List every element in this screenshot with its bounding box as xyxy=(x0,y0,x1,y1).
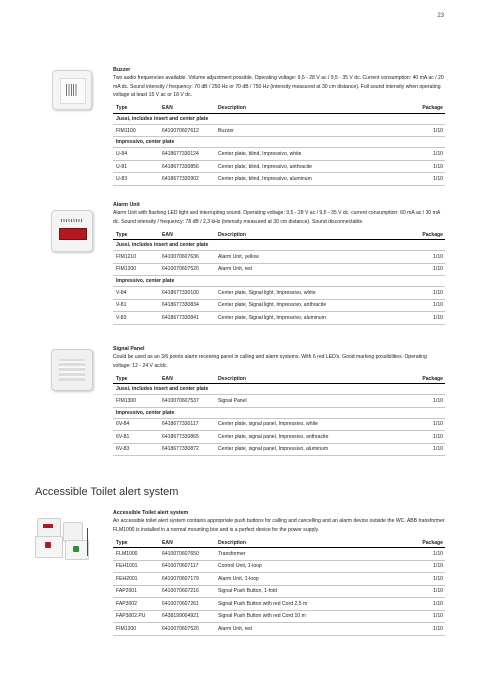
signal-description: Could be used as an 3/6 points alarm receiving panel in calling and alarm systems. With 6 red LED's. Good marking possibilities. Operating voltage: 12 - 24 V ac/dc. xyxy=(113,354,427,369)
signal-panel-image xyxy=(51,349,93,391)
toilet-alert-image xyxy=(35,518,97,558)
table-row xyxy=(113,443,445,456)
col-description: Description xyxy=(215,230,405,240)
group-header-row xyxy=(113,407,445,418)
cell-type: 6V-84 xyxy=(113,418,159,431)
cell-type: FAP3002 xyxy=(113,598,159,611)
col-description: Description xyxy=(215,374,405,384)
table-row xyxy=(113,585,445,598)
cell-type: FIM1200 xyxy=(113,623,159,636)
signal-block xyxy=(113,346,445,456)
cell-ean: 6410070607537 xyxy=(159,395,215,408)
cell-description: Center plate, blind, Impressivo, anthracite xyxy=(215,160,405,173)
cell-type: FLM1000 xyxy=(113,548,159,561)
group-label: Jussi, includes insert and center plate xyxy=(113,384,445,395)
signal-title: Signal Panel xyxy=(113,346,145,352)
cell-description: Center plate, signal panel, Impressivo, anthracite xyxy=(215,431,405,444)
cell-description: Alarm Unit, red xyxy=(215,263,405,276)
col-ean: EAN xyxy=(159,104,215,114)
cell-package: 1/10 xyxy=(405,548,445,561)
toilet-title: Accessible Toilet alert system xyxy=(113,510,189,516)
cell-package: 1/10 xyxy=(405,573,445,586)
cell-ean: 6410070607520 xyxy=(159,263,215,276)
toilet-block xyxy=(113,510,445,636)
cell-type: 6V-81 xyxy=(113,431,159,444)
cell-package: 1/10 xyxy=(405,173,445,186)
group-label: Jussi, includes insert and center plate xyxy=(113,113,445,124)
table-row xyxy=(113,148,445,161)
cell-type: FIM1300 xyxy=(113,395,159,408)
buzzer-block xyxy=(113,67,445,186)
cell-package: 1/10 xyxy=(405,251,445,264)
col-package: Package xyxy=(405,374,445,384)
cell-type: FEH2001 xyxy=(113,573,159,586)
col-type: Type xyxy=(113,538,159,548)
cell-type: V-84 xyxy=(113,287,159,300)
cell-ean: 6418677330834 xyxy=(159,299,215,312)
cell-type: FEH1001 xyxy=(113,560,159,573)
cell-ean: 6418677330902 xyxy=(159,173,215,186)
table-row xyxy=(113,395,445,408)
cell-type: FIM1200 xyxy=(113,263,159,276)
cell-package: 1/10 xyxy=(405,148,445,161)
cell-ean: 6410070607650 xyxy=(159,548,215,561)
group-header-row xyxy=(113,113,445,124)
cell-description: Center plate, Signal light, Impressivo, white xyxy=(215,287,405,300)
alarm-title: Alarm Unit xyxy=(113,202,140,208)
cell-package: 1/10 xyxy=(405,560,445,573)
cell-package: 1/10 xyxy=(405,598,445,611)
cell-description: Signal Push Button with red Cord 2,5 m xyxy=(215,598,405,611)
table-row xyxy=(113,312,445,325)
buzzer-description: Two audio frequencies available. Volume adjustment possible. Operating voltage: 9,5 - 28 V ac / 9,5 - 35 V dc. Current consumption: 40 mA ac / 20 mA dc. Sound intensity / frequency: 70 dB / 250 Hz or 70 dB / 750 Hz (intensity measured at 30 cm distance). Full sound intensity when operating voltage at least 15 V ac or 18 V dc. xyxy=(113,75,444,99)
cell-package: 1/10 xyxy=(405,299,445,312)
cell-ean: 6418677330865 xyxy=(159,431,215,444)
table-row xyxy=(113,548,445,561)
col-package: Package xyxy=(405,230,445,240)
alarm-block xyxy=(113,202,445,325)
cell-type: U-81 xyxy=(113,160,159,173)
cell-description: Transformer xyxy=(215,548,405,561)
cell-ean: 6418677330124 xyxy=(159,148,215,161)
table-row xyxy=(113,623,445,636)
table-row xyxy=(113,610,445,623)
cell-description: Alarm Unit, 1-loop xyxy=(215,573,405,586)
group-header-row xyxy=(113,276,445,287)
alarm-unit-image xyxy=(51,210,93,252)
toilet-table xyxy=(113,538,445,636)
cell-type: FAP2001 xyxy=(113,585,159,598)
col-description: Description xyxy=(215,538,405,548)
cell-ean: 6418677330841 xyxy=(159,312,215,325)
table-row xyxy=(113,573,445,586)
cell-description: Signal Push Button with red Cord 10 m xyxy=(215,610,405,623)
cell-ean: 6410070607636 xyxy=(159,251,215,264)
buzzer-image xyxy=(52,70,92,110)
cell-description: Center plate, signal panel, Impressivo, white xyxy=(215,418,405,431)
col-type: Type xyxy=(113,104,159,114)
table-row xyxy=(113,299,445,312)
cell-ean: 6410070607612 xyxy=(159,124,215,137)
cell-description: Center plate, signal panel, Impressivo, aluminum xyxy=(215,443,405,456)
group-header-row xyxy=(113,384,445,395)
table-row xyxy=(113,418,445,431)
cell-package: 1/10 xyxy=(405,431,445,444)
cell-type: U-84 xyxy=(113,148,159,161)
buzzer-title: Buzzer xyxy=(113,67,131,73)
group-label: Impressivo, center plate xyxy=(113,137,445,148)
toilet-description: An accessible toilet alert system contains appropriate push buttons for calling and cancelling and an alarm device outside the WC. ABB transformer FLM1000 is installed in a normal mounting box and is a perfect device for the power supply. xyxy=(113,518,445,533)
cell-ean: 6410070607117 xyxy=(159,560,215,573)
group-header-row xyxy=(113,240,445,251)
table-row xyxy=(113,173,445,186)
cell-package: 1/10 xyxy=(405,610,445,623)
cell-description: Alarm Unit, red xyxy=(215,623,405,636)
table-row xyxy=(113,124,445,137)
cell-ean: 6410070607520 xyxy=(159,623,215,636)
cell-package: 1/10 xyxy=(405,623,445,636)
cell-description: Center plate, blind, Impressivo, white xyxy=(215,148,405,161)
cell-ean: 6418677330100 xyxy=(159,287,215,300)
col-type: Type xyxy=(113,230,159,240)
cell-type: FIM1210 xyxy=(113,251,159,264)
table-row xyxy=(113,251,445,264)
group-label: Impressivo, center plate xyxy=(113,407,445,418)
col-ean: EAN xyxy=(159,538,215,548)
cell-ean: 6418677330872 xyxy=(159,443,215,456)
cell-description: Center plate, Signal light, Impressivo, aluminum xyxy=(215,312,405,325)
cell-type: U-83 xyxy=(113,173,159,186)
cell-description: Buzzer xyxy=(215,124,405,137)
cell-ean: 6410070607261 xyxy=(159,598,215,611)
cell-type: 6V-83 xyxy=(113,443,159,456)
cell-description: Control Unit, 1-loop xyxy=(215,560,405,573)
col-description: Description xyxy=(215,104,405,114)
cell-package: 1/10 xyxy=(405,418,445,431)
col-type: Type xyxy=(113,374,159,384)
alarm-description: Alarm Unit with flashing LED light and interrupting sound. Operating voltage: 9,5 - 28 V ac / 9,5 - 35 V dc. current consumption: 60 mA ac / 30 mA dc. Sound intensity / frequency: 78 dB / 2,3 kHz (intensity measured at 30 cm distance). Sound disconnectable. xyxy=(113,210,441,225)
group-label: Impressivo, center plate xyxy=(113,276,445,287)
cell-type: FIM1100 xyxy=(113,124,159,137)
cell-ean: 6418677330117 xyxy=(159,418,215,431)
group-label: Jussi, includes insert and center plate xyxy=(113,240,445,251)
signal-table xyxy=(113,374,445,456)
table-row xyxy=(113,560,445,573)
cell-package: 1/10 xyxy=(405,443,445,456)
cell-package: 1/10 xyxy=(405,263,445,276)
cell-package: 1/10 xyxy=(405,287,445,300)
cell-description: Center plate, Signal light, Impressivo, anthracite xyxy=(215,299,405,312)
group-header-row xyxy=(113,137,445,148)
col-ean: EAN xyxy=(159,230,215,240)
section-title: Accessible Toilet alert system xyxy=(35,486,179,498)
cell-package: 1/10 xyxy=(405,395,445,408)
cell-ean: 6438199004921 xyxy=(159,610,215,623)
cell-description: Signal Push Button, 1-fold xyxy=(215,585,405,598)
buzzer-table xyxy=(113,104,445,186)
col-package: Package xyxy=(405,104,445,114)
cell-ean: 6418677330856 xyxy=(159,160,215,173)
table-row xyxy=(113,287,445,300)
alarm-table xyxy=(113,230,445,325)
col-package: Package xyxy=(405,538,445,548)
cell-type: V-83 xyxy=(113,312,159,325)
page-number: 23 xyxy=(437,13,444,19)
cell-ean: 6410070607216 xyxy=(159,585,215,598)
cell-description: Signal Panel xyxy=(215,395,405,408)
cell-package: 1/10 xyxy=(405,124,445,137)
table-row xyxy=(113,160,445,173)
cell-ean: 6410070607179 xyxy=(159,573,215,586)
cell-package: 1/10 xyxy=(405,160,445,173)
cell-type: FAP3002.PU xyxy=(113,610,159,623)
cell-description: Alarm Unit, yellow xyxy=(215,251,405,264)
cell-package: 1/10 xyxy=(405,585,445,598)
table-row xyxy=(113,598,445,611)
cell-package: 1/10 xyxy=(405,312,445,325)
table-row xyxy=(113,263,445,276)
col-ean: EAN xyxy=(159,374,215,384)
table-row xyxy=(113,431,445,444)
cell-type: V-81 xyxy=(113,299,159,312)
cell-description: Center plate, blind, Impressivo, aluminum xyxy=(215,173,405,186)
